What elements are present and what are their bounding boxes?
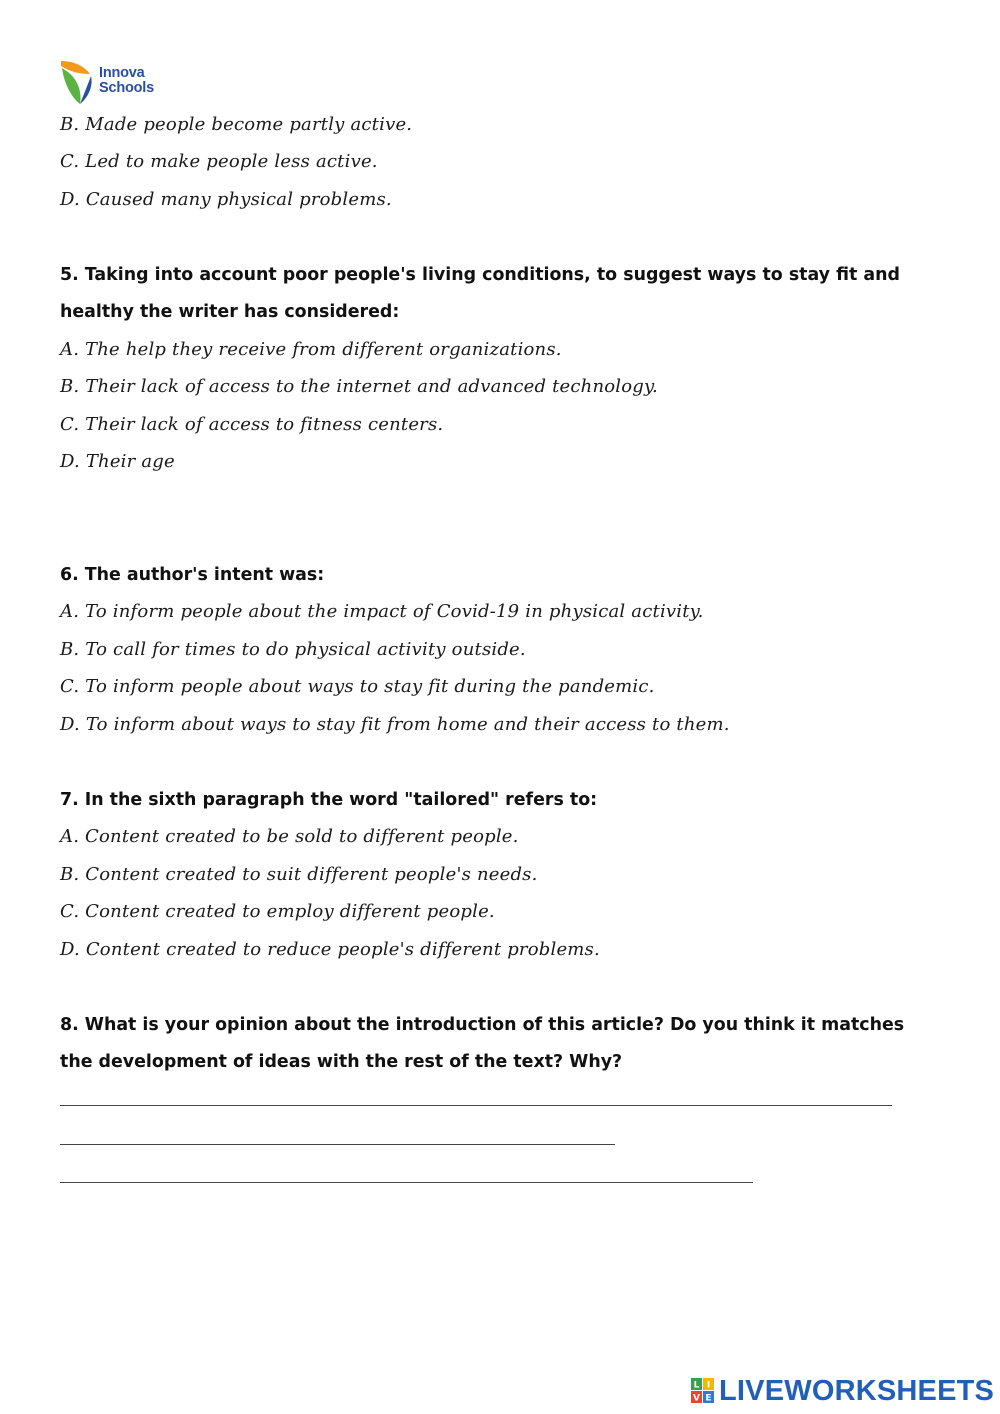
q7-question: 7. In the sixth paragraph the word "tailored" refers to:	[60, 790, 598, 810]
school-logo	[58, 58, 168, 108]
q7-option-c: C. Content created to employ different people.	[60, 901, 495, 922]
liveworksheets-footer	[691, 1376, 994, 1406]
q7-option-d: D. Content created to reduce people's different problems.	[60, 939, 600, 960]
logo-text-line2: Schools	[99, 80, 154, 96]
liveworksheets-badge-icon	[691, 1378, 715, 1404]
svg-text:V: V	[693, 1393, 700, 1404]
q6-option-c: C. To inform people about ways to stay fit during the pandemic.	[60, 676, 655, 697]
q5-question-line1: 5. Taking into account poor people's living conditions, to suggest ways to stay fit and	[60, 265, 900, 285]
q7-option-b: B. Content created to suit different people's needs.	[60, 864, 538, 885]
q4-option-b: B. Made people become partly active.	[60, 114, 413, 135]
q7-option-a: A. Content created to be sold to different people.	[60, 826, 519, 847]
answer-line[interactable]	[60, 1144, 615, 1145]
q6-question: 6. The author's intent was:	[60, 565, 325, 585]
svg-text:L: L	[693, 1380, 700, 1391]
q6-option-a: A. To inform people about the impact of Covid-19 in physical activity.	[60, 601, 704, 622]
q4-option-d: D. Caused many physical problems.	[60, 189, 392, 210]
q5-option-c: C. Their lack of access to fitness centers.	[60, 414, 444, 435]
q5-question-line2: healthy the writer has considered:	[60, 302, 400, 322]
liveworksheets-brand: LIVEWORKSHEETS	[719, 1374, 995, 1407]
q5-option-b: B. Their lack of access to the internet and advanced technology.	[60, 376, 658, 397]
q4-option-c: C. Led to make people less active.	[60, 151, 378, 172]
logo-text-line1: Innova	[99, 65, 145, 81]
answer-line[interactable]	[60, 1182, 753, 1183]
q8-question-line2: the development of ideas with the rest of the text? Why?	[60, 1052, 623, 1072]
q5-option-d: D. Their age	[60, 451, 175, 472]
innova-leaf-icon	[58, 58, 98, 106]
q5-option-a: A. The help they receive from different organizations.	[60, 339, 562, 360]
svg-text:E: E	[705, 1393, 712, 1404]
answer-line[interactable]	[60, 1105, 892, 1106]
q6-option-d: D. To inform about ways to stay fit from home and their access to them.	[60, 714, 730, 735]
q6-option-b: B. To call for times to do physical activity outside.	[60, 639, 526, 660]
q8-question-line1: 8. What is your opinion about the introduction of this article? Do you think it matches	[60, 1015, 905, 1035]
svg-text:I: I	[706, 1380, 711, 1391]
